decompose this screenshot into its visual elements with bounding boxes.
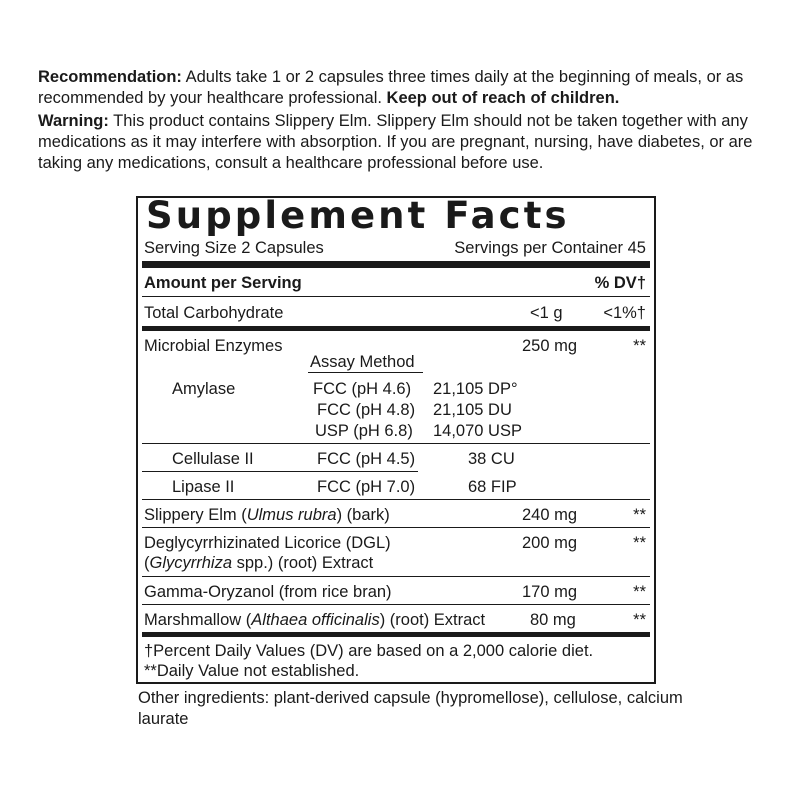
warning-label: Warning: <box>38 112 109 130</box>
thick-rule-mid <box>142 326 650 331</box>
gamma-oryzanol-amount: 170 mg <box>522 583 578 601</box>
rule <box>142 604 650 605</box>
cellulase-method: FCC (pH 4.5) <box>317 450 416 468</box>
lipase-method: FCC (pH 7.0) <box>317 478 416 496</box>
slippery-elm-amount: 240 mg <box>522 506 578 524</box>
label-text-block <box>38 67 778 176</box>
dgl-name-line1: Deglycyrrhizinated Licorice (DGL) <box>144 534 391 552</box>
total-carb-amount: <1 g <box>530 304 563 322</box>
cellulase-name: Cellulase II <box>172 450 254 468</box>
serving-size: Serving Size 2 Capsules <box>144 239 324 257</box>
other-ingredients: Other ingredients: plant-derived capsule (hypromellose), cellulose, calcium laurate <box>138 689 683 728</box>
facts-title: Supplement Facts <box>146 194 570 237</box>
lipase-value: 68 FIP <box>468 478 517 496</box>
rule <box>142 296 650 297</box>
lipase-name: Lipase II <box>172 478 235 496</box>
amount-per-serving-header: Amount per Serving <box>144 274 302 292</box>
microbial-enzymes-amount: 250 mg <box>522 337 578 355</box>
recommendation-text: Adults take 1 or 2 capsules three times daily at the beginning of meals, or as recommended by your healthcare professional. <box>38 68 744 107</box>
dgl-name-line2: (Glycyrrhiza spp.) (root) Extract <box>144 554 374 572</box>
assay-header-underline <box>308 372 423 373</box>
slippery-elm-name: Slippery Elm (Ulmus rubra) (bark) <box>144 506 390 524</box>
rule <box>142 471 418 472</box>
amylase-method: USP (pH 6.8) <box>315 422 413 440</box>
footnote-dv: †Percent Daily Values (DV) are based on a 2,000 calorie diet. <box>144 642 594 660</box>
dgl-amount: 200 mg <box>522 534 578 552</box>
rule <box>142 527 650 528</box>
rule <box>142 576 650 577</box>
dv-header: % DV† <box>594 274 646 292</box>
supplement-facts-panel <box>136 196 656 684</box>
marshmallow-dv: ** <box>633 611 646 629</box>
cellulase-value: 38 CU <box>468 450 515 468</box>
gamma-oryzanol-name: Gamma-Oryzanol (from rice bran) <box>144 583 392 601</box>
marshmallow-name: Marshmallow (Althaea officinalis) (root) Extract <box>144 611 486 629</box>
recommendation-label: Recommendation: <box>38 68 182 86</box>
amylase-value: 21,105 DU <box>433 401 512 419</box>
microbial-enzymes-name: Microbial Enzymes <box>144 337 283 355</box>
thick-rule-bottom <box>142 632 650 637</box>
marshmallow-amount: 80 mg <box>530 611 576 629</box>
microbial-enzymes-dv: ** <box>633 337 646 355</box>
warning-text: This product contains Slippery Elm. Slippery Elm should not be taken together with any medications as it may interfere with absorption. If you are pregnant, nursing, have diabetes, or are taking any medications, consult a healthcare professional before use. <box>38 112 753 172</box>
thick-rule-top <box>142 261 650 268</box>
slippery-elm-dv: ** <box>633 506 646 524</box>
assay-method-header: Assay Method <box>310 353 415 371</box>
rule <box>142 499 650 500</box>
recommendation-paragraph <box>38 67 778 109</box>
total-carb-dv: <1%† <box>603 304 646 322</box>
amylase-value: 21,105 DP° <box>433 380 518 398</box>
dgl-dv: ** <box>633 534 646 552</box>
keep-out-warning: Keep out of reach of children. <box>386 89 620 107</box>
amylase-name: Amylase <box>172 380 236 398</box>
total-carb-name: Total Carbohydrate <box>144 304 284 322</box>
gamma-oryzanol-dv: ** <box>633 583 646 601</box>
footnote-not-established: **Daily Value not established. <box>144 662 360 680</box>
servings-per-container: Servings per Container 45 <box>454 239 646 257</box>
amylase-value: 14,070 USP <box>433 422 522 440</box>
amylase-method: FCC (pH 4.6) <box>313 380 412 398</box>
rule <box>142 443 650 444</box>
amylase-method: FCC (pH 4.8) <box>317 401 416 419</box>
warning-paragraph <box>38 111 778 174</box>
